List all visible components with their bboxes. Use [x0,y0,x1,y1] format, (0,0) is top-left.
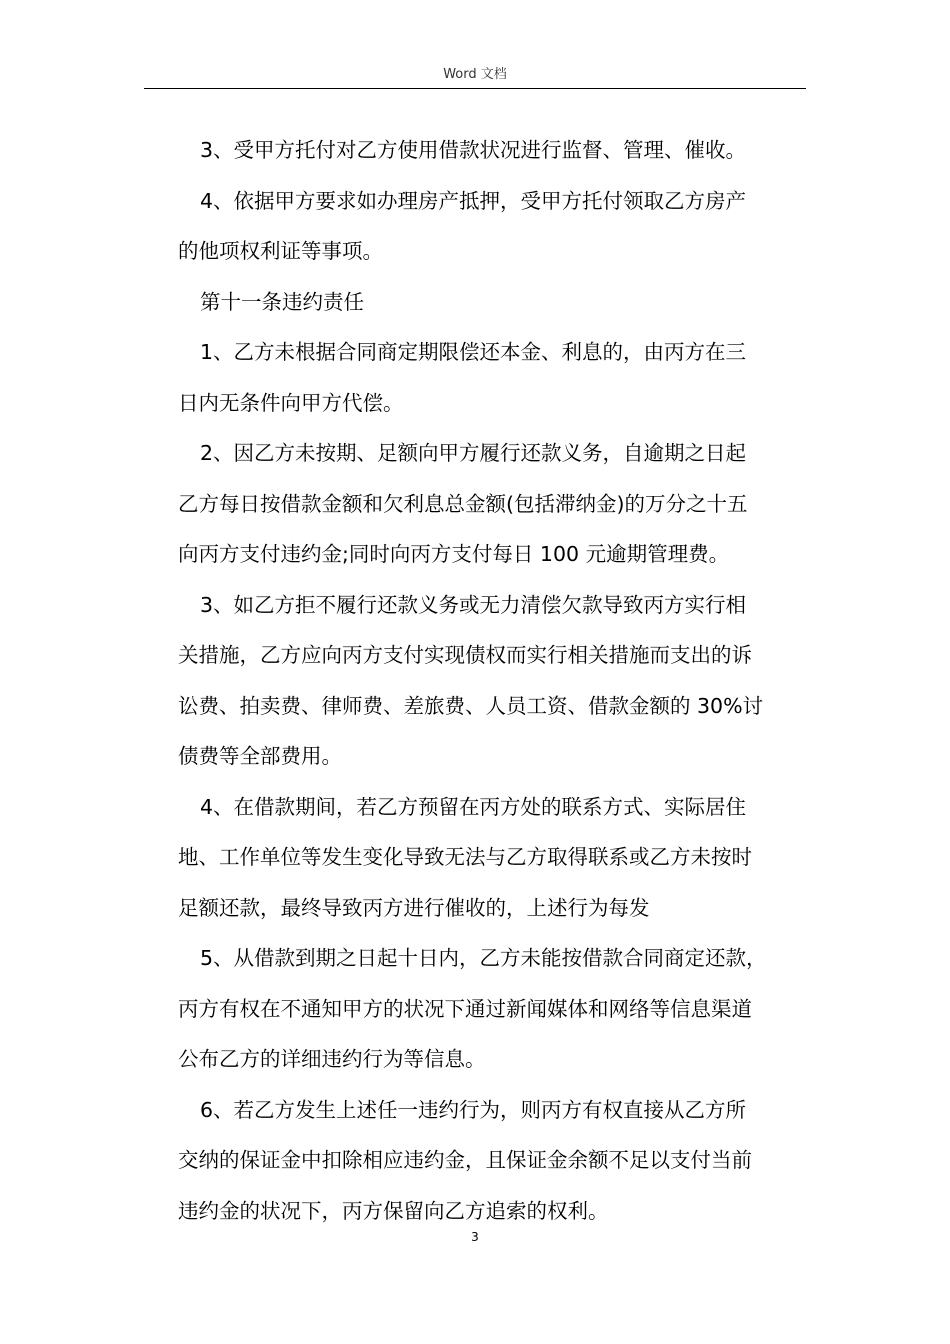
paragraph-line: 交纳的保证金中扣除相应违约金，且保证金余额不足以支付当前 [178,1148,752,1172]
page-header: Word 文档 [443,67,507,82]
paragraph-line: 向丙方支付违约金;同时向丙方支付每日 100 元逾期管理费。 [178,542,730,566]
header-divider [144,88,806,89]
paragraph-line: 地、工作单位等发生变化导致无法与乙方取得联系或乙方未按时 [178,845,752,869]
paragraph-line: 4、在借款期间，若乙方预留在丙方处的联系方式、实际居住 [200,794,747,819]
paragraph-line: 3、受甲方托付对乙方使用借款状况进行监督、管理、催收。 [200,138,747,162]
paragraph-line: 3、如乙方拒不履行还款义务或无力清偿欠款导致丙方实行相 [200,592,747,617]
paragraph-line: 丙方有权在不通知甲方的状况下通过新闻媒体和网络等信息渠道 [178,996,752,1021]
paragraph-line: 债费等全部费用。 [178,744,342,768]
page-number: 3 [471,1230,479,1244]
paragraph-line: 乙方每日按借款金额和欠利息总金额(包括滞纳金)的万分之十五 [178,491,748,516]
paragraph-line: 违约金的状况下，丙方保留向乙方追索的权利。 [178,1198,609,1223]
paragraph-line: 的他项权利证等事项。 [178,239,383,263]
paragraph-line: 5、从借款到期之日起十日内，乙方未能按借款合同商定还款， [200,946,767,970]
paragraph-line: 公布乙方的详细违约行为等信息。 [178,1047,486,1071]
paragraph-line: 6、若乙方发生上述任一违约行为，则丙方有权直接从乙方所 [200,1097,747,1122]
document-body [178,125,803,1236]
paragraph-line: 4、依据甲方要求如办理房产抵押，受甲方托付领取乙方房产 [200,188,747,213]
paragraph-line: 2、因乙方未按期、足额向甲方履行还款义务，自逾期之日起 [200,441,747,465]
paragraph-line: 讼费、拍卖费、律师费、差旅费、人员工资、借款金额的 30%讨 [178,693,764,718]
paragraph-line: 日内无条件向甲方代偿。 [178,390,404,415]
section-heading: 第十一条违约责任 [200,289,364,314]
paragraph-line: 关措施，乙方应向丙方支付实现债权而实行相关措施而支出的诉 [178,643,752,667]
paragraph-line: 1、乙方未根据合同商定期限偿还本金、利息的，由丙方在三 [200,340,747,364]
paragraph-line: 足额还款，最终导致丙方进行催收的，上述行为每发 [178,895,650,920]
